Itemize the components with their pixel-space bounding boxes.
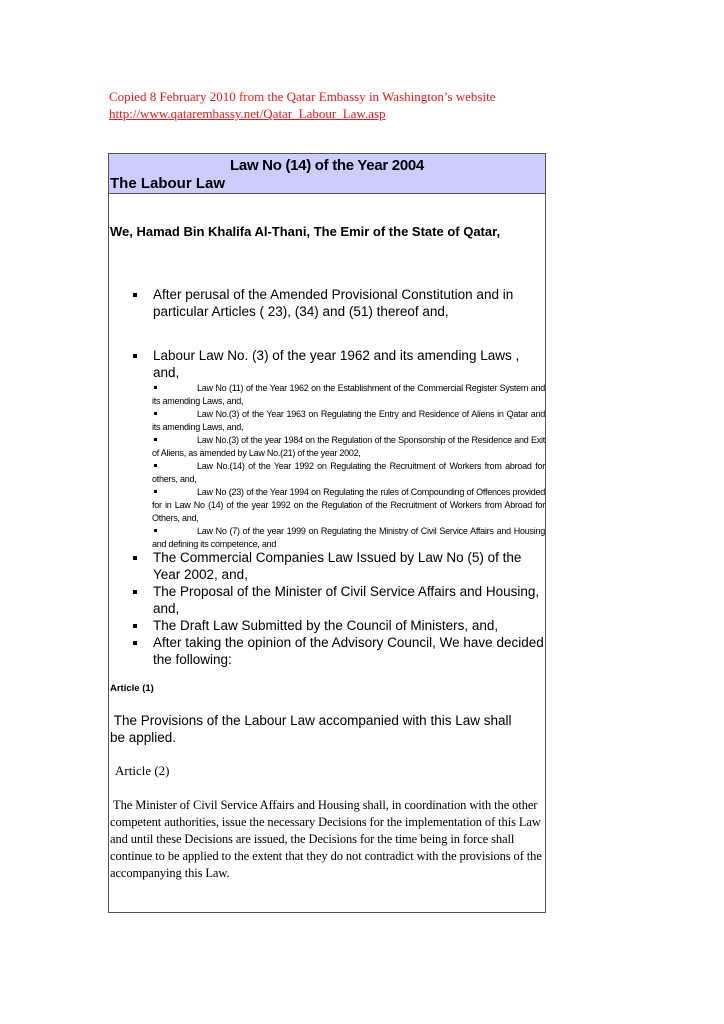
- bullet-list-second: [109, 347, 545, 381]
- law-title: Law No (14) of the Year 2004: [230, 157, 424, 174]
- preamble: We, Hamad Bin Khalifa Al-Thani, The Emir of the State of Qatar,: [110, 224, 501, 239]
- list-item: Labour Law No. (3) of the year 1962 and its amending Laws , and,: [109, 347, 545, 381]
- list-item: After taking the opinion of the Advisory Council, We have decided the following:: [109, 634, 545, 668]
- article-2-text: The Minister of Civil Service Affairs and Housing shall, in coordination with the other competent authorities, issue the necessary Decisions for the implementation of this Law and until these Decisions are issued, the Decisions for the time being in force shall continue to be applied to the extent that they do not contradict with the provisions of the accompanying this Law.: [110, 798, 542, 880]
- law-subtitle: The Labour Law: [110, 175, 226, 192]
- source-note: [109, 88, 589, 122]
- source-link[interactable]: http://www.qatarembassy.net/Qatar_Labour_Law.asp: [109, 106, 386, 121]
- sub-item: Law No (11) of the Year 1962 on the Establishment of the Commercial Register System and its amending Laws, and,: [152, 383, 545, 406]
- sub-item: Law No.(14) of the Year 1992 on Regulating the Recruitment of Workers from abroad for others, and,: [152, 461, 545, 484]
- article-1-text: The Provisions of the Labour Law accompanied with this Law shall be applied.: [110, 713, 512, 745]
- law-header: [109, 154, 545, 194]
- list-item: The Commercial Companies Law Issued by Law No (5) of the Year 2002, and,: [109, 549, 545, 583]
- sub-item: Law No.(3) of the year 1984 on the Regulation of the Sponsorship of the Residence and Exit of Aliens, as amended by Law No.(21) of the year 2002,: [152, 435, 545, 458]
- sub-item: Law No (7) of the year 1999 on Regulating the Ministry of Civil Service Affairs and Housing and defining its competence, and: [152, 526, 545, 549]
- source-note-text: Copied 8 February 2010 from the Qatar Embassy in Washington’s website: [109, 89, 496, 104]
- law-document-box: [108, 153, 546, 913]
- article-2-heading: Article (2): [115, 763, 170, 778]
- list-item: The Draft Law Submitted by the Council of Ministers, and,: [109, 617, 545, 634]
- bullet-list-rest: [109, 549, 545, 668]
- article-1-heading: Article (1): [110, 683, 154, 694]
- sub-item: Law No (23) of the Year 1994 on Regulating the rules of Compounding of Offences provided for in Law No (14) of the year 1992 on the Regulation of the Recruitment of Workers from Abroad for Others, and,: [152, 487, 545, 523]
- sub-item: Law No.(3) of the Year 1963 on Regulating the Entry and Residence of Aliens in Qatar and its amending Laws, and,: [152, 409, 545, 432]
- sub-item-list: [152, 382, 545, 551]
- list-item: The Proposal of the Minister of Civil Service Affairs and Housing, and,: [109, 583, 545, 617]
- list-item: After perusal of the Amended Provisional Constitution and in particular Articles ( 23), (34) and (51) thereof and,: [109, 286, 545, 320]
- bullet-list-first: [109, 286, 545, 320]
